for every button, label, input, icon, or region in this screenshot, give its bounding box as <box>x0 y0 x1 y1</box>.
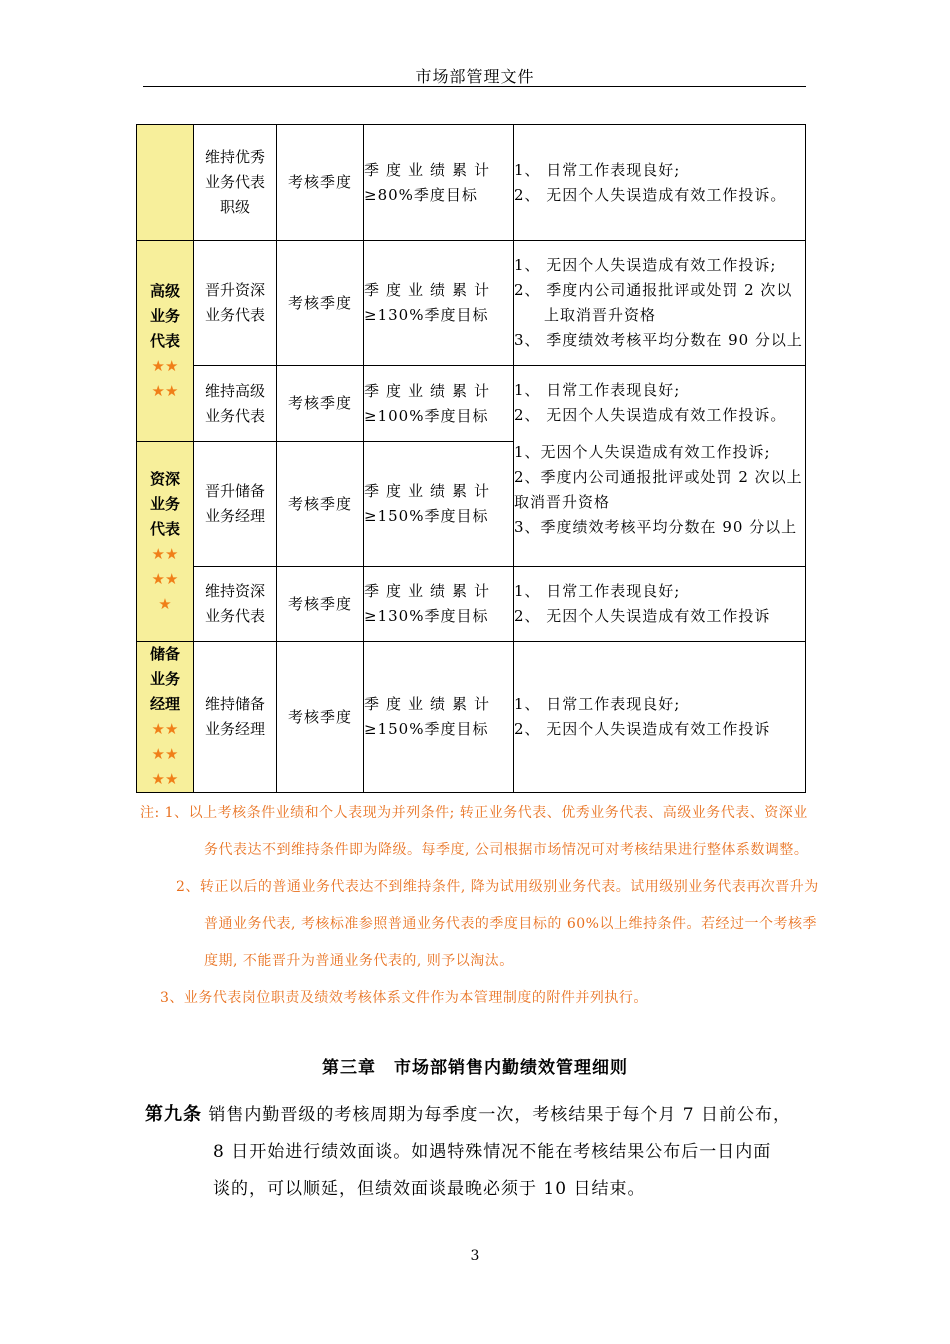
condition-item: 1、 日常工作表现良好; <box>514 695 681 713</box>
table-notes <box>140 795 820 1017</box>
period-cell: 考核季度 <box>277 366 364 442</box>
target-cell: 季度业绩累计 ≥100%季度目标 <box>364 366 514 442</box>
condition-item: 1、 日常工作表现良好; <box>514 160 681 179</box>
category-cell: 晋升储备业务经理 <box>194 442 277 567</box>
category-cell: 维持高级业务代表 <box>194 366 277 442</box>
period-cell: 考核季度 <box>277 241 364 366</box>
table-row <box>137 125 806 241</box>
header-rule <box>143 86 806 87</box>
condition-item: 1、 日常工作表现良好; <box>514 381 681 399</box>
period-cell: 考核季度 <box>277 642 364 793</box>
star-rating: ★★ ★★ ★ <box>151 544 179 613</box>
condition-item: 2、 无因个人失误造成有效工作投诉 <box>514 607 771 625</box>
level-name: 资深业务代表 <box>149 469 180 538</box>
star-rating: ★★ ★★ ★★ <box>151 720 179 788</box>
level-cell <box>137 125 194 241</box>
category-cell: 维持储备业务经理 <box>194 642 277 793</box>
condition-item: 2、 无因个人失误造成有效工作投诉。 <box>514 406 787 424</box>
target-cell: 季度业绩累计 ≥150%季度目标 <box>364 642 514 793</box>
level-cell-principal-rep <box>137 442 194 642</box>
category-cell: 维持资深业务代表 <box>194 567 277 642</box>
level-name: 储备业务经理 <box>149 645 180 713</box>
page-number: 3 <box>470 1248 480 1264</box>
article-9 <box>145 1096 815 1208</box>
article-line-1: 第九条 销售内勤晋级的考核周期为每季度一次，考核结果于每个月 7 日前公布， <box>145 1104 792 1125</box>
star-rating: ★★ ★★ <box>151 356 179 400</box>
conditions-cell <box>514 241 806 366</box>
conditions-cell <box>514 642 806 793</box>
condition-item: 2、 无因个人失误造成有效工作投诉。 <box>514 185 787 204</box>
category-cell: 维持优秀业务代表职级 <box>194 125 277 241</box>
condition-item: 1、无因个人失误造成有效工作投诉; <box>514 443 771 461</box>
condition-item: 2、 无因个人失误造成有效工作投诉 <box>514 720 771 738</box>
target-cell: 季度业绩累计 ≥80%季度目标 <box>364 125 514 241</box>
target-cell: 季度业绩累计 ≥130%季度目标 <box>364 567 514 642</box>
level-name: 高级业务代表 <box>149 281 180 350</box>
note-2: 2、转正以后的普通业务代表达不到维持条件, 降为试用级别业务代表。试用级别业务代表再次晋升为普通业务代表, 考核标准参照普通业务代表的季度目标的 60%以上维持条件。若经过一个考核季度期, 不能晋升为普通业务代表的, 则予以淘汰。 <box>176 879 819 969</box>
period-cell: 考核季度 <box>277 442 364 567</box>
condition-item: 3、 季度绩效考核平均分数在 90 分以上 <box>514 331 803 349</box>
category-cell: 晋升资深业务代表 <box>194 241 277 366</box>
article-line-2: 8 日开始进行绩效面谈。如遇特殊情况不能在考核结果公布后一日内面 <box>213 1142 772 1162</box>
conditions-cell <box>514 366 806 567</box>
note-1: 注: 1、以上考核条件业绩和个人表现为并列条件; 转正业务代表、优秀业务代表、高级业务代表、资深业务代表达不到维持条件即为降级。每季度, 公司根据市场情况可对考核结果进行整体系数调整。 <box>140 805 809 858</box>
period-cell: 考核季度 <box>277 567 364 642</box>
condition-item: 3、季度绩效考核平均分数在 90 分以上 <box>514 518 798 536</box>
table-row <box>137 642 806 793</box>
article-label: 第九条 <box>145 1104 202 1125</box>
table-row <box>137 241 806 366</box>
table-row <box>137 366 806 442</box>
condition-item: 2、 季度内公司通报批评或处罚 2 次以上取消晋升资格 <box>514 281 793 324</box>
level-cell-reserve-manager <box>137 642 194 793</box>
assessment-table <box>136 124 806 793</box>
note-3: 3、业务代表岗位职责及绩效考核体系文件作为本管理制度的附件并列执行。 <box>160 990 648 1006</box>
condition-item: 1、 日常工作表现良好; <box>514 582 681 600</box>
condition-item: 1、 无因个人失误造成有效工作投诉; <box>514 256 777 274</box>
conditions-cell <box>514 567 806 642</box>
target-cell: 季度业绩累计 ≥150%季度目标 <box>364 442 514 567</box>
condition-item: 2、季度内公司通报批评或处罚 2 次以上取消晋升资格 <box>514 468 803 511</box>
level-cell-senior-rep <box>137 241 194 442</box>
document-header-title: 市场部管理文件 <box>415 67 535 86</box>
chapter-heading: 第三章 市场部销售内勤绩效管理细则 <box>322 1058 628 1078</box>
period-cell: 考核季度 <box>277 125 364 241</box>
table-row <box>137 567 806 642</box>
conditions-cell <box>514 125 806 241</box>
conditions-subblock <box>514 440 805 540</box>
article-line-3: 谈的，可以顺延，但绩效面谈最晚必须于 10 日结束。 <box>213 1179 646 1199</box>
target-cell: 季度业绩累计 ≥130%季度目标 <box>364 241 514 366</box>
